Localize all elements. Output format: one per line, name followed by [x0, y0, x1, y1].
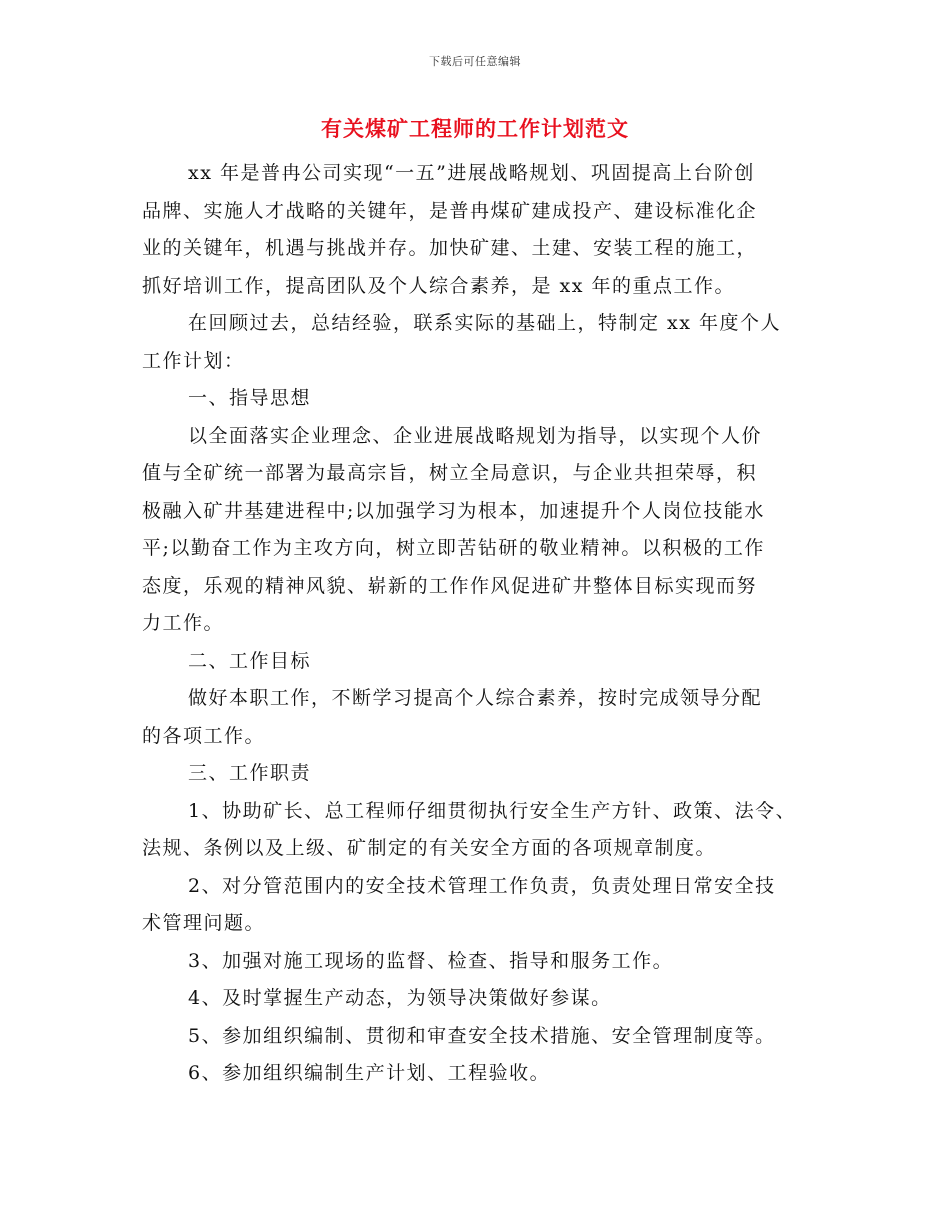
body-line: 值与全矿统一部署为最高宗旨，树立全局意识，与企业共担荣辱，积: [142, 462, 758, 484]
body-line: xx 年是普冉公司实现“一五”进展战略规划、巩固提高上台阶创: [188, 162, 755, 184]
body-line: 极融入矿井基建进程中;以加强学习为根本，加速提升个人岗位技能水: [142, 499, 765, 522]
body-line: 力工作。: [142, 612, 225, 634]
body-line: 品牌、实施人才战略的关键年，是普冉煤矿建成投产、建设标准化企: [142, 199, 758, 222]
body-line: 平;以勤奋工作为主攻方向，树立即苦钻研的敬业精神。以积极的工作: [142, 537, 765, 559]
list-item: 2、对分管范围内的安全技术管理工作负责，负责处理日常安全技: [188, 874, 776, 897]
section-heading: 二、工作目标: [188, 649, 312, 672]
document-title: 有关煤矿工程师的工作计划范文: [321, 116, 629, 141]
list-item: 5、参加组织编制、贯彻和审查安全技术措施、安全管理制度等。: [188, 1024, 776, 1047]
body-line: 抓好培训工作，提高团队及个人综合素养，是 xx 年的重点工作。: [142, 274, 736, 297]
body-line: 态度，乐观的精神风貌、崭新的工作作风促进矿井整体目标实现而努: [142, 574, 758, 597]
body-line: 术管理问题。: [142, 912, 266, 934]
section-heading: 三、工作职责: [188, 762, 312, 784]
body-line: 的各项工作。: [142, 724, 266, 747]
list-item: 3、加强对施工现场的监督、检查、指导和服务工作。: [188, 949, 674, 972]
body-line: 工作计划：: [142, 349, 245, 372]
list-item: 1、协助矿长、总工程师仔细贯彻执行安全生产方针、政策、法令、: [188, 799, 797, 822]
header-note: 下载后可任意编辑: [429, 55, 521, 68]
list-item: 6、参加组织编制生产计划、工程验收。: [188, 1062, 551, 1084]
body-line: 业的关键年，机遇与挑战并存。加快矿建、土建、安装工程的施工，: [142, 237, 758, 259]
section-heading: 一、指导思想: [188, 387, 312, 409]
list-item: 4、及时掌握生产动态，为领导决策做好参谋。: [188, 987, 612, 1009]
document-body: [142, 155, 822, 1093]
body-line: 以全面落实企业理念、企业进展战略规划为指导，以实现个人价: [188, 424, 763, 447]
body-line: 在回顾过去，总结经验，联系实际的基础上，特制定 xx 年度个人: [188, 312, 782, 334]
body-line: 做好本职工作，不断学习提高个人综合素养，按时完成领导分配: [188, 687, 763, 709]
body-line: 法规、条例以及上级、矿制定的有关安全方面的各项规章制度。: [142, 837, 717, 859]
